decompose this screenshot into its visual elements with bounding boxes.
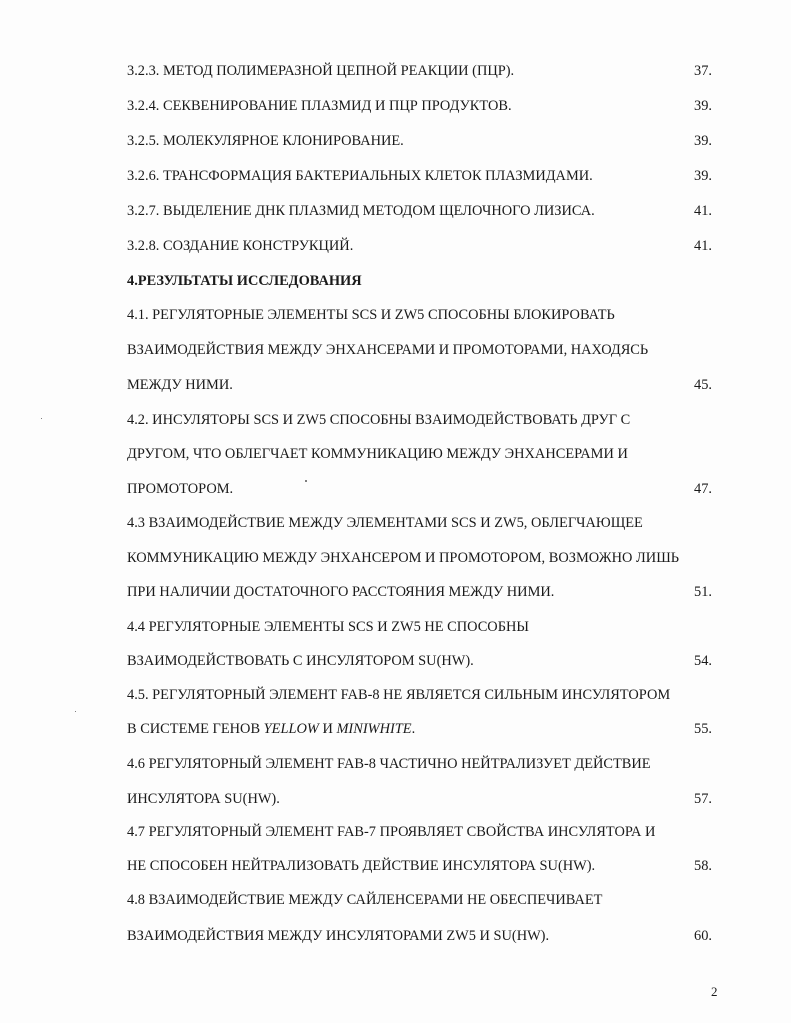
toc-item-text: И [318, 721, 337, 737]
toc-item-line: 4.5. РЕГУЛЯТОРНЫЙ ЭЛЕМЕНТ FAB-8 НЕ ЯВЛЯЕТСЯ СИЛЬНЫМ ИНСУЛЯТОРОМ [127, 687, 671, 703]
toc-item-line: 4.1. РЕГУЛЯТОРНЫЕ ЭЛЕМЕНТЫ SCS И ZW5 СПОСОБНЫ БЛОКИРОВАТЬ [127, 307, 615, 323]
toc-item-line: ИНСУЛЯТОРА SU(HW). [127, 791, 280, 807]
gene-name-miniwhite: MINIWHITE [336, 721, 412, 737]
toc-item-page: 51. [694, 584, 712, 600]
toc-item-line [127, 720, 717, 738]
gene-name-yellow: YELLOW [263, 721, 319, 737]
scan-speck [75, 711, 76, 712]
toc-item-text: В СИСТЕМЕ ГЕНОВ [127, 721, 264, 737]
toc-item-line: НЕ СПОСОБЕН НЕЙТРАЛИЗОВАТЬ ДЕЙСТВИЕ ИНСУЛЯТОРА SU(HW). [127, 858, 596, 874]
section-heading: 4.РЕЗУЛЬТАТЫ ИССЛЕДОВАНИЯ [127, 273, 362, 289]
toc-entry-page: 41. [694, 203, 712, 219]
toc-item-page: 54. [694, 653, 712, 669]
toc-entry-text: 3.2.7. ВЫДЕЛЕНИЕ ДНК ПЛАЗМИД МЕТОДОМ ЩЕЛОЧНОГО ЛИЗИСА. [127, 203, 595, 219]
toc-item-line: ВЗАИМОДЕЙСТВИЯ МЕЖДУ ИНСУЛЯТОРАМИ ZW5 И SU(HW). [127, 928, 550, 944]
scan-speck [305, 480, 307, 482]
toc-item-line: МЕЖДУ НИМИ. [127, 377, 233, 393]
toc-item-line: 4.3 ВЗАИМОДЕЙСТВИЕ МЕЖДУ ЭЛЕМЕНТАМИ SCS И ZW5, ОБЛЕГЧАЮЩЕЕ [127, 515, 643, 531]
toc-item-line: 4.8 ВЗАИМОДЕЙСТВИЕ МЕЖДУ САЙЛЕНСЕРАМИ НЕ ОБЕСПЕЧИВАЕТ [127, 892, 603, 908]
toc-entry-text: 3.2.6. ТРАНСФОРМАЦИЯ БАКТЕРИАЛЬНЫХ КЛЕТОК ПЛАЗМИДАМИ. [127, 168, 593, 184]
toc-entry-page: 39. [694, 98, 712, 114]
toc-entry-page: 37. [694, 63, 712, 79]
toc-item-line: ПРОМОТОРОМ. [127, 481, 234, 497]
toc-item-line: ПРИ НАЛИЧИИ ДОСТАТОЧНОГО РАССТОЯНИЯ МЕЖДУ НИМИ. [127, 584, 555, 600]
toc-item-line: ДРУГОМ, ЧТО ОБЛЕГЧАЕТ КОММУНИКАЦИЮ МЕЖДУ ЭНХАНСЕРАМИ И [127, 446, 628, 462]
toc-item-page: 47. [694, 481, 712, 497]
toc-entry-page: 39. [694, 133, 712, 149]
toc-item-line: ВЗАИМОДЕЙСТВОВАТЬ С ИНСУЛЯТОРОМ SU(HW). [127, 653, 474, 669]
toc-entry-page: 41. [694, 238, 712, 254]
toc-item-line: КОММУНИКАЦИЮ МЕЖДУ ЭНХАНСЕРОМ И ПРОМОТОРОМ, ВОЗМОЖНО ЛИШЬ [127, 550, 679, 566]
toc-entry-text: 3.2.4. СЕКВЕНИРОВАНИЕ ПЛАЗМИД И ПЦР ПРОДУКТОВ. [127, 98, 512, 114]
scan-speck [41, 418, 42, 419]
toc-item-line: ВЗАИМОДЕЙСТВИЯ МЕЖДУ ЭНХАНСЕРАМИ И ПРОМОТОРАМИ, НАХОДЯСЬ [127, 342, 649, 358]
toc-item-page: 55. [694, 721, 712, 737]
toc-item-page: 58. [694, 858, 712, 874]
toc-entry-text: 3.2.5. МОЛЕКУЛЯРНОЕ КЛОНИРОВАНИЕ. [127, 133, 404, 149]
toc-entry-page: 39. [694, 168, 712, 184]
page-number: 2 [711, 984, 718, 999]
toc-item-line: 4.6 РЕГУЛЯТОРНЫЙ ЭЛЕМЕНТ FAB-8 ЧАСТИЧНО НЕЙТРАЛИЗУЕТ ДЕЙСТВИЕ [127, 756, 651, 772]
toc-item-line: 4.2. ИНСУЛЯТОРЫ SCS И ZW5 СПОСОБНЫ ВЗАИМОДЕЙСТВОВАТЬ ДРУГ С [127, 412, 631, 428]
toc-item-text: . [411, 721, 416, 737]
toc-entry-text: 3.2.3. МЕТОД ПОЛИМЕРАЗНОЙ ЦЕПНОЙ РЕАКЦИИ (ПЦР). [127, 63, 515, 79]
toc-item-page: 60. [694, 928, 712, 944]
toc-item-line: 4.4 РЕГУЛЯТОРНЫЕ ЭЛЕМЕНТЫ SCS И ZW5 НЕ СПОСОБНЫ [127, 619, 529, 635]
toc-entry-text: 3.2.8. СОЗДАНИЕ КОНСТРУКЦИЙ. [127, 238, 354, 254]
toc-item-page: 57. [694, 791, 712, 807]
toc-item-page: 45. [694, 377, 712, 393]
toc-item-line: 4.7 РЕГУЛЯТОРНЫЙ ЭЛЕМЕНТ FAB-7 ПРОЯВЛЯЕТ СВОЙСТВА ИНСУЛЯТОРА И [127, 824, 656, 840]
